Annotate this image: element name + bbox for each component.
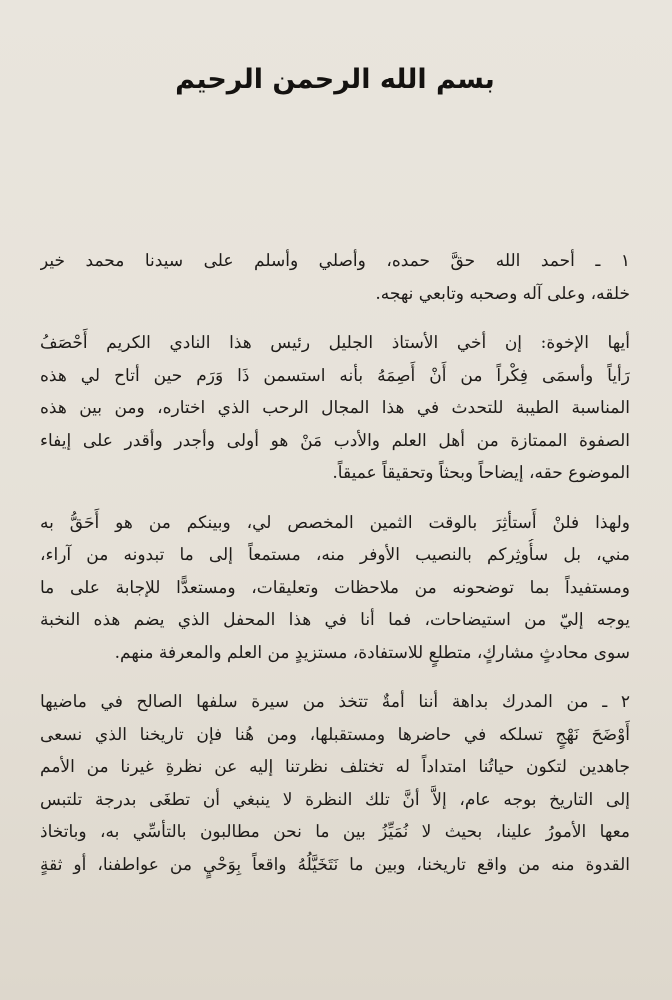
text-line: ١ ـ أحمد الله حقَّ حمده، وأصلي وأسلم على سيدنا محمد خير [40,251,630,271]
text-line: الصفوة الممتازة من أهل العلم والأدب مَنْ هو أولى وأجدر وأقدر على إيفاء [40,430,630,451]
text-line: ٢ ـ من المدرك بداهة أننا أمةٌ تتخذ من سيرة سلفها الصالح في ماضيها [40,692,630,712]
paragraph-1 [40,245,630,310]
page-title: بسم الله الرحمن الرحيم [175,64,495,95]
text-line: القدوة منه من واقع تاريخنا، وبين ما نَتَخَيَّلُهُ واقعاً بِوَحْيٍ من عواطفنا، أو ثقةٍ [40,854,630,875]
text-line: سوى محادثٍ مشاركٍ، متطلعٍ للاستفادة، مستزيدٍ من العلم والمعرفة منهم. [114,642,630,663]
text-line: رَأياً وأسمَى فِكْراً من أَنْ أَصِمَهُ بأنه استسمن ذَا وَرَم حين أتاح لي هذه [40,365,630,386]
text-line: ومستفيداً بما توضحونه من ملاحظات وتعليقات، ومستعدًّا للإجابة على ما [40,577,630,598]
paragraph-4 [40,686,630,881]
text-line: المناسبة الطيبة للتحدث في هذا المجال الرحب الذي اختاره، ومن بين هذه [40,398,630,418]
text-line: جاهدين لتكون حياتُنا امتداداً له تختلف نظرتنا إليه عن نظرةِ غيرنا من الأمم [40,757,630,777]
text-line: الموضوع حقه، إيضاحاً وبحثاً وتحقيقاً عميقاً. [332,463,630,483]
paragraph-2 [40,327,630,490]
text-line: ولهذا فلنْ أَستأثِرَ بالوقت الثمين المخصص لي، وبينكم من هو أَحَقُّ به [40,512,630,533]
text-line: خلقه، وعلى آله وصحبه وتابعي نهجه. [375,283,630,304]
text-line: إلى التاريخ بوجه عام، إلاَّ أنَّ تلك النظرة لا ينبغي أن تطغَى بدرجة تلتبس [40,789,630,810]
text-line: أيها الإخوة: إن أخي الأستاذ الجليل رئيس هذا النادي الكريم أَحْصَفُ [40,333,630,353]
text-line: معها الأمورُ علينا، بحيث لا نُمَيِّزُ بين ما نحن مطالبون بالتأسِّي به، وباتخاذ [40,822,630,842]
text-line: يوجه إليّ من استيضاحات، فما أنا في هذا المحفل الذي يضم هذه النخبة [40,610,630,630]
paragraph-3 [40,507,630,670]
text-line: مني، بل سأُوثِركم بالنصيب الأوفر منه، مستمعاً إلى ما تبدونه من آراء، [40,545,630,565]
text-line: أَوْضَحَ نَهْجٍ تسلكه في حاضرها ومستقبلها، ومن هُنا فإن تاريخنا الذي نسعى [40,724,630,745]
page-body [40,245,630,881]
